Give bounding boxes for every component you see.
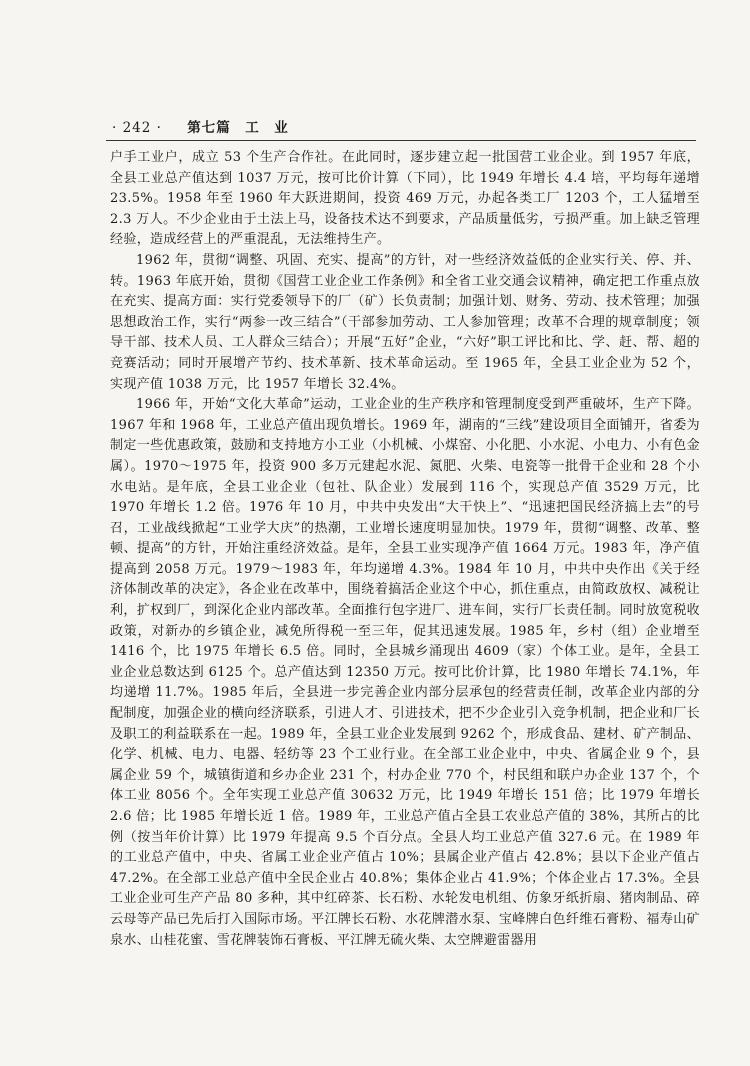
paragraph: 1966 年，开始“文化大革命”运动，工业企业的生产秩序和管理制度受到严重破坏，生产下降。1967 年和 1968 年，工业总产值出现负增长。1969 年，湖南的“三线”建设项目全面铺开，省委为制定一些优惠政策，鼓励和支持地方小工业（小机械、小煤窑、小化肥、小水泥、小电力、小有色金属）。1970～1975 年，投资 900 多万元建起水泥、氮肥、火柴、电瓷等一批骨干企业和 28 个小水电站。是年底，全县工业企业（包社、队企业）发展到 116 个，实现总产值 3529 万元，比 1970 年增长 1.2 倍。1976 年 10 月，中共中央发出“大干快上”、“迅速把国民经济搞上去”的号召，工业战线掀起“工业学大庆”的热潮，工业增长速度明显加快。1979 年，贯彻“调整、改革、整顿、提高”的方针，开始注重经济效益。是年，全县工业实现净产值 1664 万元。1983 年，净产值提高到 2058 万元。1979～1983 年，年均递增 4.3%。1984 年 10 月，中共中央作出《关于经济体制改革的决定》，各企业在改革中，围绕着搞活企业这个中心，抓住重点，由简政放权、减税让利，扩权到厂，到深化企业内部改革。全面推行包字进厂、进车间，实行厂长责任制。同时放宽税收政策，对新办的乡镇企业，减免所得税一至三年，促其迅速发展。1985 年，乡村（组）企业增至 1416 个，比 1975 年增长 6.5 倍。同时，全县城乡涌现出 4609（家）个体工业。是年，全县工业企业总数达到 6125 个。总产值达到 12350 万元。按可比价计算，比 1980 年增长 74.1%，年均递增 11.7%。1985 年后，全县进一步完善企业内部分层承包的经营责任制，改革企业内部的分配制度，加强企业的横向经济联系，引进人才、引进技术，把不少企业引入竞争机制，把企业和厂长及职工的利益联系在一起。1989 年，全县工业企业发展到 9262 个，形成食品、建材、矿产制品、化学、机械、电力、电器、轻纺等 23 个工业行业。在全部工业企业中，中央、省属企业 9 个，县属企业 59 个，城镇街道和乡办企业 231 个，村办企业 770 个，村民组和联户办企业 137 个，个体工业 8056 个。全年实现工业总产值 30632 万元，比 1949 年增长 151 倍；比 1979 年增长 2.6 倍；比 1985 年增长近 1 倍。1989 年，工业总产值占全县工农业总产值的 38%，其所占的比例（按当年价计算）比 1979 年提高 9.5 个百分点。全县人均工业总产值 327.6 元。在 1989 年的工业总产值中，中央、省属工业企业产值占 10%；县属企业产值占 42.8%；县以下企业产值占 47.2%。在全部工业总产值中全民企业占 40.8%；集体企业占 41.9%；个体企业占 17.3%。全县工业企业可生产产品 80 多种，其中红碎茶、长石粉、水轮发电机组、仿象牙纸折扇、猪肉制品、碎云母等产品已先后打入国际市场。平江牌长石粉、水花牌潜水泵、宝峰牌白色纤维石膏粉、福寿山矿泉水、山桂花蜜、雪花牌装饰石膏板、平江牌无硫火柴、太空牌避雷器用 [110, 397, 700, 948]
page-number: · 242 · [112, 120, 162, 136]
page-header [112, 116, 692, 136]
chapter-title: 第七篇 工 业 [187, 120, 289, 136]
header-rule [106, 140, 696, 141]
paragraph: 1962 年，贯彻“调整、巩固、充实、提高”的方针，对一些经济效益低的企业实行关、停、并、转。1963 年底开始，贯彻《国营工业企业工作条例》和全省工业交通会议精神，确定把工作重点放在充实、提高方面：实行党委领导下的厂（矿）长负责制；加强计划、财务、劳动、技术管理；加强思想政治工作，实行“两参一改三结合”（干部参加劳动、工人参加管理；改革不合理的规章制度；领导干部、技术人员、工人群众三结合）；开展“五好”企业，“六好”职工评比和比、学、赶、帮、超的竞赛活动；同时开展增产节约、技术革新、技术革命运动。至 1965 年，全县工业企业为 52 个，实现产值 1038 万元，比 1957 年增长 32.4%。 [110, 252, 700, 392]
paragraph: 户手工业户，成立 53 个生产合作社。在此同时，逐步建立起一批国营工业企业。到 1957 年底，全县工业总产值达到 1037 万元，按可比价计算（下同），比 1949 年增长 4.4 培，平均每年递增 23.5%。1958 年至 1960 年大跃进期间，投资 469 万元，办起各类工厂 1203 个，工人猛增至 2.3 万人。不少企业由于土法上马，设备技术达不到要求，产品质量低劣，亏损严重。加上缺乏管理经验，造成经营上的严重混乱，无法维持生产。 [110, 150, 700, 248]
body-text [110, 148, 700, 951]
